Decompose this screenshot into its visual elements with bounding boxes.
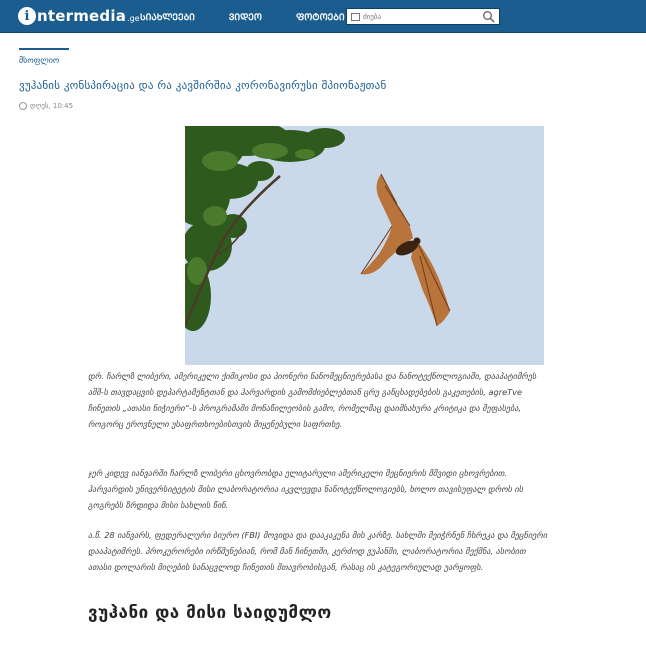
article-time: დღეს, 10:45 — [30, 102, 74, 110]
article-paragraph: დრ. ჩარლზ ლიბერი, ამერიკელი ქიმიკოსი და პიონერი ნანომეცნიერებასა და ნანოტექნოლოგიაში, დააპატიმრეს აშშ-ს თავდაცვის დეპარტამენტთან და ჰარვარდის გამომძიებლებთან ცრუ განცხადებების გაკეთების, agreTve ჩინეთის „ათასი ნიჭიერი“-ს პროგრამაში მონაწილეობის გამო, რომელმაც დაიმსახურა კრიტიკა და შეფასება, როგორც ეროვნული უსაფრთხოებისთვის მიყენებული საფრთხე. — [88, 371, 537, 429]
article-meta — [19, 102, 73, 110]
top-navigation-bar — [0, 0, 646, 33]
search-box — [346, 8, 500, 25]
search-icon[interactable] — [482, 10, 496, 23]
article-title: ვუჰანის კონსპირაცია და რა კავშირშია კორონავირუსი შპიონაჟთან — [19, 79, 387, 92]
category-underline — [19, 48, 69, 50]
logo-text: ntermedia — [37, 7, 127, 25]
logo-i-icon: i — [18, 7, 36, 25]
nav-item-news[interactable]: ᲡᲘᲐᲮᲚᲔᲔᲑᲘ — [140, 13, 195, 23]
article-paragraph: ა.წ. 28 იანვარს, ფედერალური ბიურო (FBI) მოვიდა და დააკაკუნა მის კარზე. სახლში შეიჭრნენ ჩხრეკა და მეცნიერი დააპატიმრეს. პროკურორები ირწმუნებიან, რომ მან ჩინეთში, კერძოდ ვუჰანში, ლაბორატორია შექმნა, ასობით ათასი დოლარის მიღების სანაცვლოდ ჩინეთის მთავრობისგან, რასაც ის კატეგორიულად უარყოფს. — [88, 530, 548, 572]
article-paragraph: ჯერ კიდევ იანვარში ჩარლზ ლიბერი ცხოვრობდა ელიტარული ამერიკელი მეცნიერის მშვიდი ცხოვრებით. ჰარვარდის უნივერსიტეტის მისი ლაბორატორია იკვლევდა ნანოტექნოლოგიებს, ხოლო თავისუფალ დროს ის გოგრებს ზრდიდა მისი სახლის წინ. — [88, 468, 524, 510]
logo-domain: .ge — [127, 13, 140, 23]
checkbox-icon — [351, 13, 360, 21]
category-label[interactable]: მსოფლიო — [19, 56, 60, 65]
clock-icon — [19, 102, 27, 110]
search-input[interactable] — [363, 10, 481, 23]
article-image-bat — [185, 126, 544, 365]
article-subheading: ვუჰანი და მისი საიდუმლო — [88, 603, 332, 623]
nav-item-photos[interactable]: ᲤᲝᲢᲝᲔᲑᲘ — [295, 13, 345, 23]
site-logo[interactable] — [18, 6, 140, 26]
main-nav — [140, 10, 379, 23]
nav-item-video[interactable]: ᲕᲘᲓᲔᲝ — [228, 13, 262, 23]
